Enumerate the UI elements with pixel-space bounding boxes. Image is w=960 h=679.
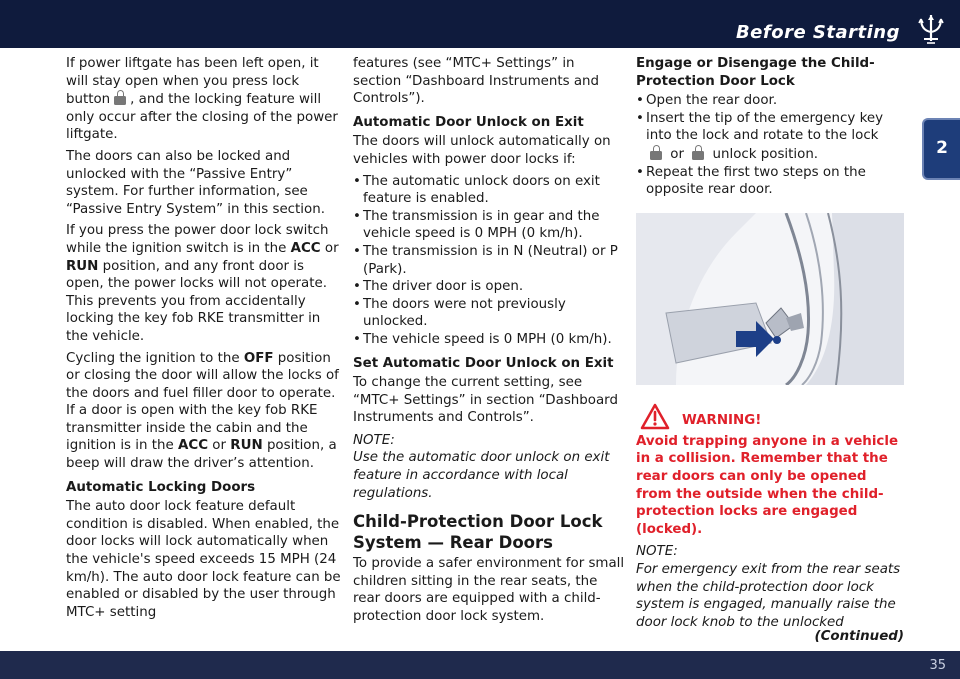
- list-item: • The doors were not previously unlocked.: [353, 296, 625, 331]
- unlock-icon: [692, 145, 704, 160]
- list-item: • The automatic unlock doors on exit feature is enabled.: [353, 173, 625, 208]
- note-text: For emergency exit from the rear seats when the child-protection door lock system is engaged, manually raise the door lock knob to the unlocked: [636, 561, 901, 630]
- list-item: • Insert the tip of the emergency key into the lock and rotate to the lock or unlock position.: [636, 110, 904, 164]
- paragraph-liftgate: If power liftgate has been left open, it will stay open when you press lock button , and the locking feature will only occur after the closing of the power liftgate.: [66, 56, 338, 143]
- heading-automatic-locking: Automatic Locking Doors: [66, 479, 256, 495]
- note-label: NOTE:: [636, 544, 678, 560]
- paragraph-change-setting: To change the current setting, see “MTC+ Settings” in section “Dashboard Instruments and Controls”.: [353, 375, 618, 426]
- warning-header: [636, 403, 904, 429]
- chapter-number: 2: [936, 138, 948, 158]
- paragraph-mtc-settings: features (see “MTC+ Settings” in section “Dashboard Instruments and Controls”).: [353, 56, 600, 107]
- list-item: • Open the rear door.: [636, 92, 904, 110]
- page-number: 35: [929, 658, 946, 673]
- heading-set-auto-unlock: Set Automatic Door Unlock on Exit: [353, 355, 614, 371]
- list-item: • The driver door is open.: [353, 278, 625, 296]
- engage-steps-list: [636, 92, 904, 199]
- warning-text: Avoid trapping anyone in a vehicle in a collision. Remember that the rear doors can only be opened from the outside when the child-protection locks are engaged (locked).: [636, 433, 899, 537]
- column-3: [636, 55, 904, 650]
- paragraph-auto-lock: The auto door lock feature default condition is disabled. When enabled, the door locks will lock automatically when the vehicle's speed exceeds 15 MPH (24 km/h). The auto door lock feature can be enabled or disabled by the user through MTC+ setting: [66, 499, 341, 620]
- column-1: [66, 55, 344, 625]
- warning-title: WARNING!: [682, 412, 762, 428]
- column-2: [353, 55, 625, 630]
- lock-icon: [650, 145, 662, 160]
- rear-door-lock-illustration: [636, 213, 904, 385]
- note-text: Use the automatic door unlock on exit feature in accordance with local regulations.: [353, 450, 610, 501]
- chapter-tab[interactable]: [922, 118, 960, 180]
- list-item: • Repeat the first two steps on the opposite rear door.: [636, 164, 904, 199]
- page-footer: [0, 651, 960, 679]
- page-header: [0, 0, 960, 48]
- section-title: Before Starting: [735, 22, 900, 43]
- paragraph-cycling-ignition: Cycling the ignition to the OFF position or closing the door will allow the locks of the doors and fuel filler door to operate. If a door is open with the key fob RKE transmitter inside the cabin and the ignition is in the ACC or RUN position, a beep will draw the driver’s attention.: [66, 350, 339, 472]
- list-item: • The vehicle speed is 0 MPH (0 km/h).: [353, 331, 625, 349]
- paragraph-unlock-conditions: The doors will unlock automatically on vehicles with power door locks if:: [353, 134, 611, 167]
- continued-label: (Continued): [814, 629, 904, 645]
- paragraph-lock-switch: If you press the power door lock switch while the ignition switch is in the ACC or RUN position, and any front door is open, the power locks will not operate. This prevents you from accidentally locking the key fob RKE transmitter in the vehicle.: [66, 223, 339, 344]
- paragraph-child-protection: To provide a safer environment for small children sitting in the rear seats, the rear doors are equipped with a child-protection door lock system.: [353, 556, 625, 625]
- list-item: • The transmission is in N (Neutral) or P (Park).: [353, 243, 625, 278]
- trident-logo-icon: [916, 12, 946, 46]
- paragraph-passive-entry: The doors can also be locked and unlocked with the “Passive Entry” system. For further information, see “Passive Entry System” in this section.: [66, 148, 325, 217]
- list-item: • The transmission is in gear and the vehicle speed is 0 MPH (0 km/h).: [353, 208, 625, 243]
- note-label: NOTE:: [353, 432, 395, 448]
- warning-triangle-icon: [640, 403, 670, 430]
- heading-auto-unlock: Automatic Door Unlock on Exit: [353, 114, 584, 130]
- heading-child-protection: Child-Protection Door Lock System — Rear Doors: [353, 512, 603, 553]
- unlock-conditions-list: [353, 173, 625, 349]
- lock-icon: [114, 90, 126, 105]
- heading-engage-lock: Engage or Disengage the Child-Protection Door Lock: [636, 56, 875, 89]
